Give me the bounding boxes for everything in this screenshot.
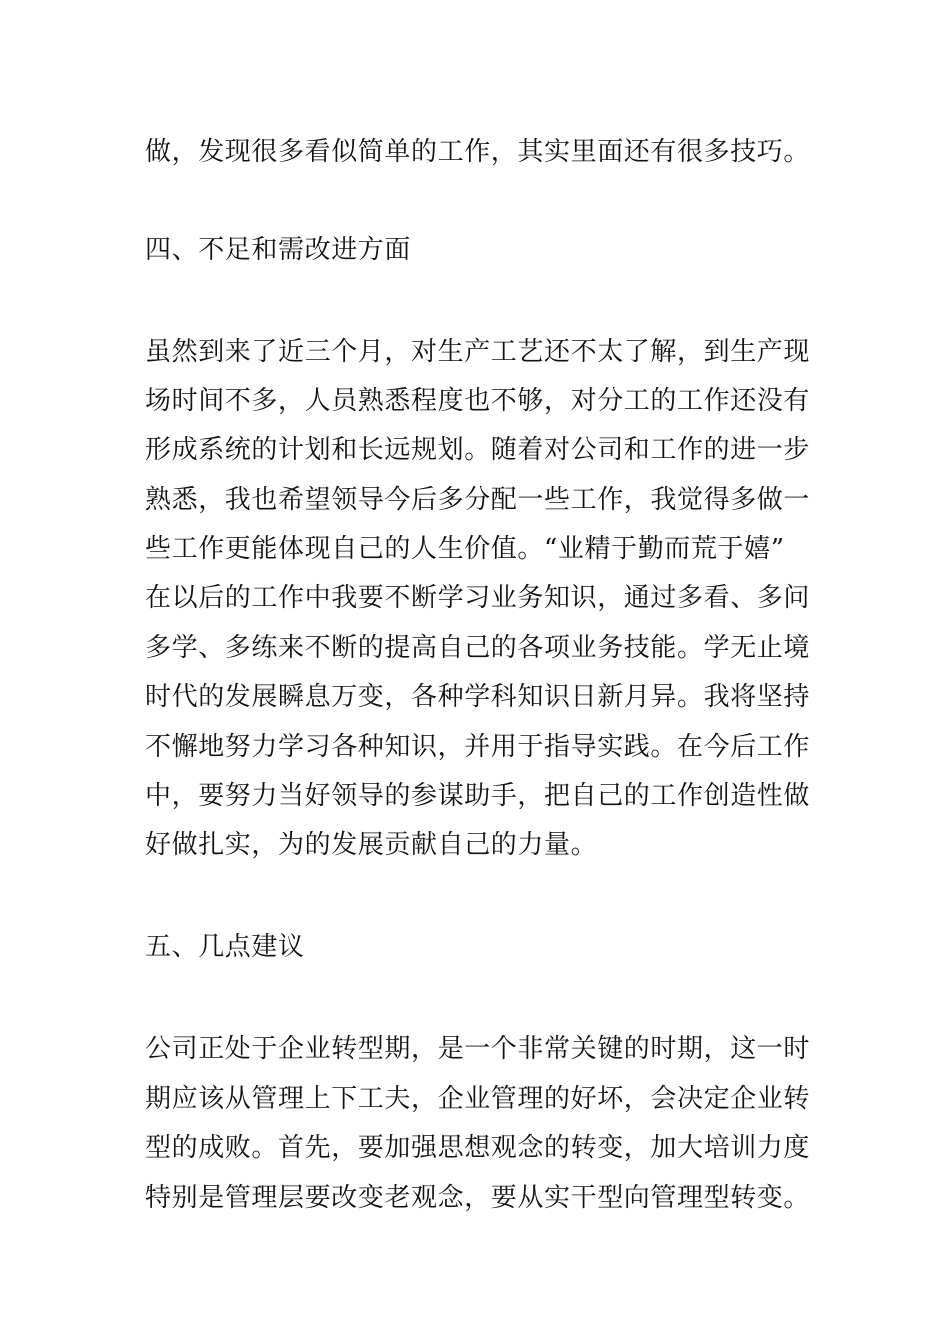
paragraph-line: 形成系统的计划和长远规划。随着对公司和工作的进一步	[145, 435, 811, 465]
paragraph-line: 时代的发展瞬息万变，各种学科知识日新月异。我将坚持	[145, 682, 811, 712]
paragraph-line: 不懈地努力学习各种知识，并用于指导实践。在今后工作	[145, 732, 811, 762]
paragraph-line: 熟悉，我也希望领导今后多分配一些工作，我觉得多做一	[145, 485, 811, 515]
paragraph-line: 在以后的工作中我要不断学习业务知识，通过多看、多问	[145, 583, 811, 613]
paragraph-line: 期应该从管理上下工夫，企业管理的好坏，会决定企业转	[145, 1084, 811, 1114]
section-heading: 五、几点建议	[145, 932, 305, 962]
paragraph-line: 型的成败。首先，要加强思想观念的转变，加大培训力度	[145, 1133, 811, 1163]
paragraph-line: 些工作更能体现自己的人生价值。“业精于勤而荒于嬉”	[145, 534, 785, 564]
paragraph-line: 好做扎实，为的发展贡献自己的力量。	[145, 830, 598, 860]
paragraph-line: 场时间不多，人员熟悉程度也不够，对分工的工作还没有	[145, 386, 811, 416]
paragraph-line: 做，发现很多看似简单的工作，其实里面还有很多技巧。	[145, 137, 811, 167]
paragraph-line: 中，要努力当好领导的参谋助手，把自己的工作创造性做	[145, 781, 811, 811]
section-heading: 四、不足和需改进方面	[145, 235, 412, 265]
paragraph-line: 虽然到来了近三个月，对生产工艺还不太了解，到生产现	[145, 337, 811, 367]
paragraph-line: 多学、多练来不断的提高自己的各项业务技能。学无止境	[145, 633, 811, 663]
paragraph-line: 特别是管理层要改变老观念，要从实干型向管理型转变。	[145, 1183, 811, 1213]
paragraph-line: 公司正处于企业转型期，是一个非常关键的时期，这一时	[145, 1034, 811, 1064]
